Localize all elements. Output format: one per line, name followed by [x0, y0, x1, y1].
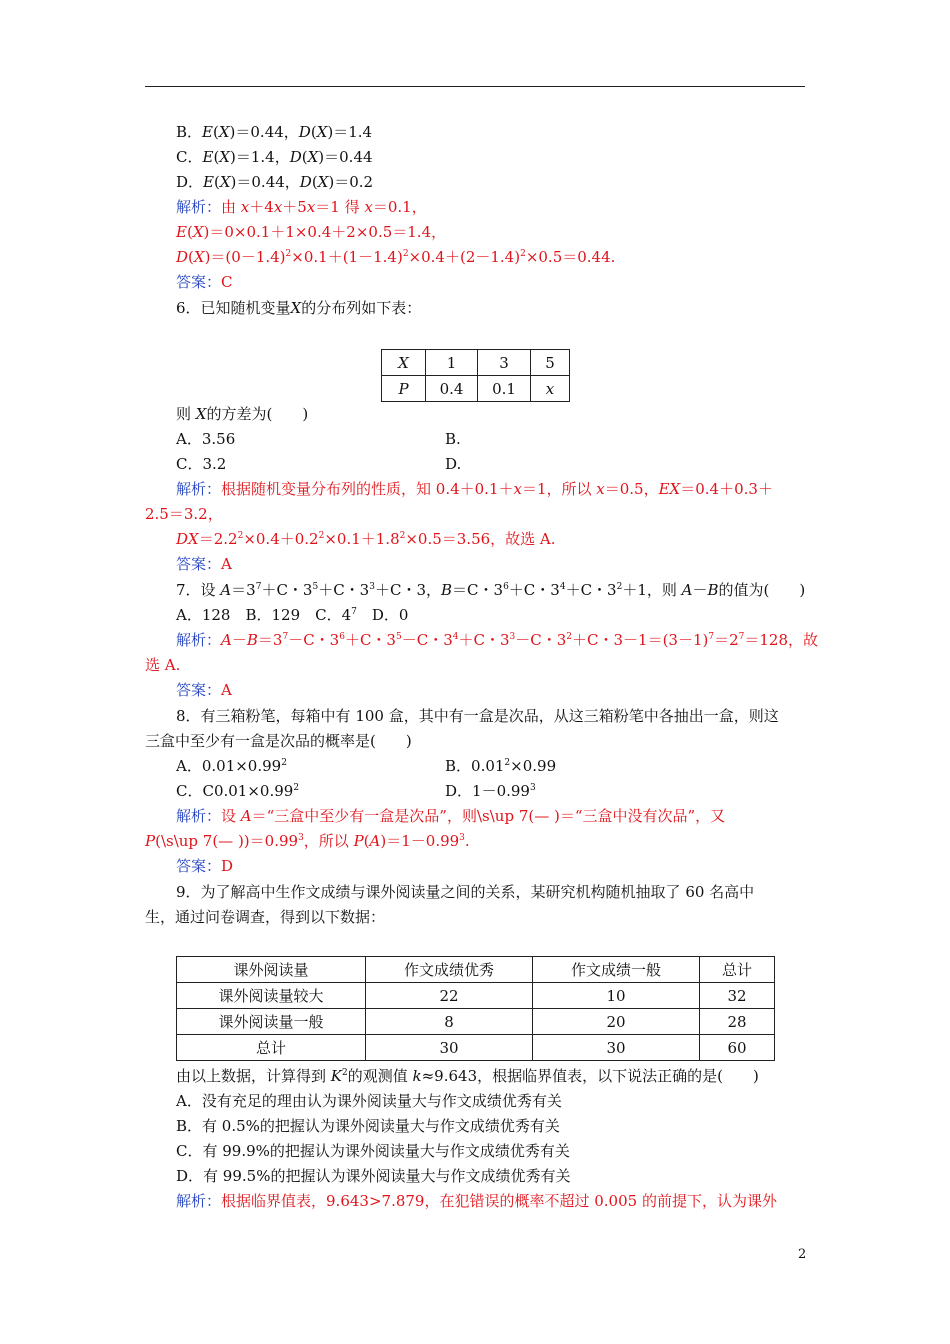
- table-header: 作文成绩一般: [533, 957, 700, 983]
- question-8: 三盒中至少有一盒是次品的概率是( ): [145, 732, 412, 750]
- table-header: 课外阅读量: [177, 957, 366, 983]
- solution-line: 解析：根据临界值表，9.643>7.879，在犯错误的概率不超过 0.005 的前提下，认为课外: [176, 1192, 777, 1210]
- table-cell: 60: [700, 1035, 775, 1061]
- table-cell: 30: [366, 1035, 533, 1061]
- option-line: B．有 0.5%的把握认为课外阅读量大与作文成绩优秀有关: [176, 1117, 560, 1135]
- solution-line: 解析：由 x＋4x＋5x＝1 得 x＝0.1，: [176, 198, 427, 216]
- table-cell: 1: [426, 350, 478, 376]
- solution-line: 解析：根据随机变量分布列的性质，知 0.4＋0.1＋x＝1，所以 x＝0.5，EX＝0.4＋0.3＋: [176, 480, 773, 498]
- option-line: D．$1-0.99^3$: [445, 782, 536, 800]
- table-cell: P: [382, 376, 426, 402]
- solution-line: 2.5＝3.2，: [145, 505, 223, 523]
- answer-line: 答案：D: [176, 857, 234, 875]
- solution-line: 解析：设 A＝“三盒中至少有一盒是次品”，则\s\up 7(— )＝“三盒中没有次品”，又: [176, 807, 726, 825]
- option-line: A．128 B．129 C．$4^7$ D．0: [176, 606, 409, 624]
- option-b-line: B．E(X)＝0.44，D(X)＝1.4: [176, 123, 373, 141]
- table-row: [177, 1035, 775, 1061]
- table-cell: 0.1: [478, 376, 531, 402]
- question-8: 8．有三箱粉笔，每箱中有 100 盒，其中有一盒是次品，从这三箱粉笔中各抽出一盒，则这: [176, 707, 779, 725]
- table-cell: 课外阅读量较大: [177, 983, 366, 1009]
- page-number: 2: [798, 1247, 807, 1262]
- option-line: B．$0.01^2\times 0.99$: [445, 757, 557, 775]
- table-cell: 3: [478, 350, 531, 376]
- table-cell: 32: [700, 983, 775, 1009]
- table-cell: 20: [533, 1009, 700, 1035]
- option-c-line: C．E(X)＝1.4，D(X)＝0.44: [176, 148, 373, 166]
- solution-line: E(X)＝0×0.1＋1×0.4＋2×0.5＝1.4，: [176, 223, 447, 241]
- question-7: 7．设 $A=3^7+C$・$3^5+C$・$3^3+C$・3，B＝C・$3^6+C$・$3^4+C$・$3^2+1$，则 A－B的值为( ): [176, 581, 806, 599]
- solution-line: 解析：$A-B=3^7-C$・$3^6+C$・$3^5-C$・$3^4+C$・$3^3-C$・$3^2+C$・$3-1=(3-1)^7=2^7=128$，故: [176, 631, 819, 649]
- table-cell: X: [382, 350, 426, 376]
- table-cell: 总计: [177, 1035, 366, 1061]
- table-cell: 30: [533, 1035, 700, 1061]
- table-cell: 课外阅读量一般: [177, 1009, 366, 1035]
- question-6-stem: 则 X的方差为( ): [176, 405, 309, 423]
- survey-table: [176, 956, 775, 1061]
- table-cell: x: [531, 376, 570, 402]
- question-6: 6．已知随机变量X的分布列如下表：: [176, 299, 422, 317]
- table-cell: 8: [366, 1009, 533, 1035]
- option-line: A．3.56: [176, 430, 236, 448]
- question-9: 生，通过问卷调查，得到以下数据：: [145, 908, 386, 926]
- table-cell: 22: [366, 983, 533, 1009]
- distribution-table: [381, 349, 570, 402]
- answer-line: 答案：A: [176, 555, 232, 573]
- table-cell: 0.4: [426, 376, 478, 402]
- option-line: C．有 99.9%的把握认为课外阅读量大与作文成绩优秀有关: [176, 1142, 570, 1160]
- option-line: D.: [445, 455, 462, 473]
- solution-line: 选 A.: [145, 656, 181, 674]
- solution-line: P(\s\up 7(— ))$=0.99^3$，所以 $P(A)=1-0.99^3$.: [145, 832, 470, 850]
- option-line: B.: [445, 430, 461, 448]
- solution-line: $DX=2.2^2\times 0.4+0.2^2\times 0.1+1.8^2\times 0.5=3.56$，故选 A.: [176, 530, 556, 548]
- table-cell: 28: [700, 1009, 775, 1035]
- question-9: 9．为了解高中生作文成绩与课外阅读量之间的关系，某研究机构随机抽取了 60 名高中: [176, 883, 755, 901]
- option-d-line: D．E(X)＝0.44，D(X)＝0.2: [176, 173, 374, 191]
- solution-line: $D(X)=(0-1.4)^2\times 0.1+(1-1.4)^2\times 0.4+(2-1.4)^2\times 0.5=0.44$.: [176, 248, 616, 266]
- table-row: [177, 983, 775, 1009]
- table-cell: 10: [533, 983, 700, 1009]
- table-cell: 5: [531, 350, 570, 376]
- answer-line: 答案：C: [176, 273, 233, 291]
- question-9-stem: 由以上数据，计算得到 $K^2$的观测值 k≈9.643，根据临界值表，以下说法正确的是( ): [176, 1067, 759, 1085]
- option-line: A．$0.01\times 0.99^2$: [176, 757, 287, 775]
- table-row: [177, 1009, 775, 1035]
- option-line: C．3.2: [176, 455, 227, 473]
- option-line: C．$C0.01\times 0.99^2$: [176, 782, 300, 800]
- answer-line: 答案：A: [176, 681, 232, 699]
- option-line: A．没有充足的理由认为课外阅读量大与作文成绩优秀有关: [176, 1092, 562, 1110]
- header-rule: [145, 86, 805, 87]
- option-line: D．有 99.5%的把握认为课外阅读量大与作文成绩优秀有关: [176, 1167, 571, 1185]
- table-header: 总计: [700, 957, 775, 983]
- table-header: 作文成绩优秀: [366, 957, 533, 983]
